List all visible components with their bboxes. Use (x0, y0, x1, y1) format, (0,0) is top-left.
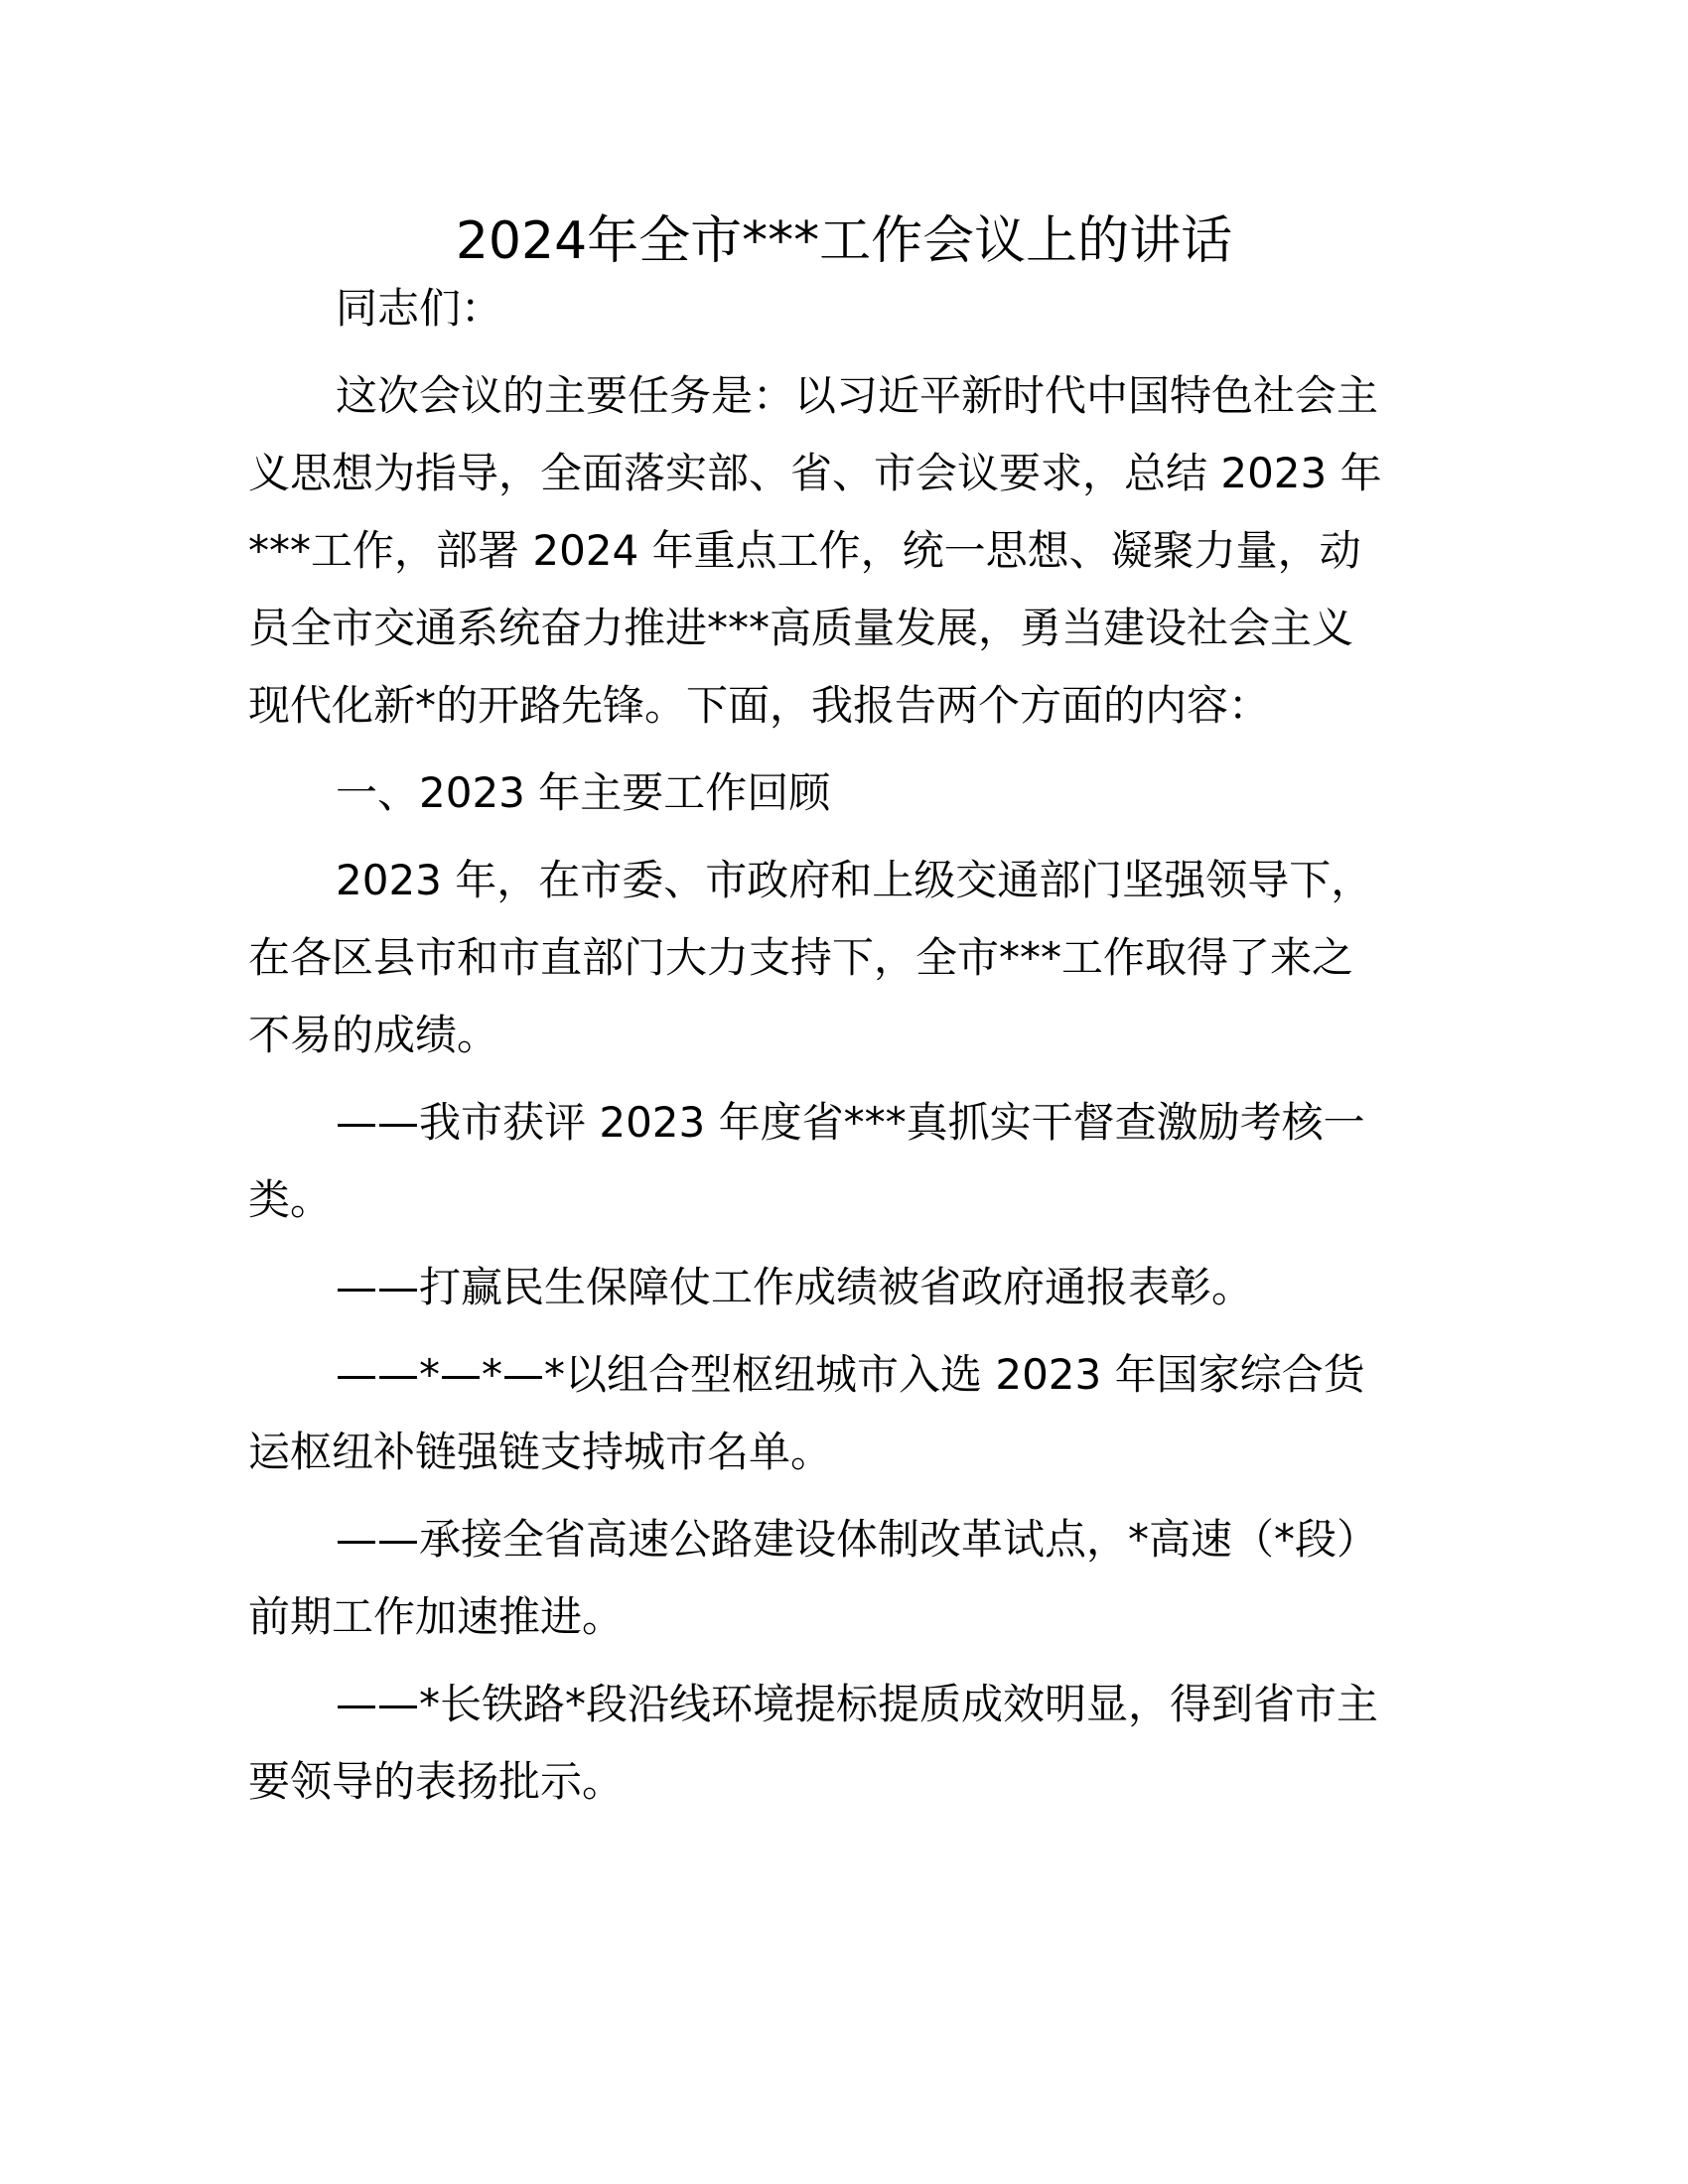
section-heading: 一、2023 年主要工作回顾 (336, 768, 831, 817)
paragraph-line: 不易的成绩。 (248, 1011, 499, 1059)
paragraph-line: 现代化新*的开路先锋。下面，我报告两个方面的内容： (248, 681, 1271, 730)
document-body (248, 270, 1440, 1831)
paragraph-intro (248, 357, 1440, 745)
salutation: 同志们： (336, 284, 503, 333)
paragraph-line: 2023 年，在市委、市政府和上级交通部门坚强领导下， (336, 856, 1373, 904)
achievement-item (248, 1666, 1440, 1821)
paragraph-line: ——*长铁路*段沿线环境提标提质成效明显，得到省市主 (336, 1680, 1379, 1728)
paragraph-line: 义思想为指导，全面落实部、省、市会议要求，总结 2023 年 (248, 449, 1382, 497)
salutation-paragraph (248, 270, 1440, 347)
paragraph-line: 员全市交通系统奋力推进***高质量发展，勇当建设社会主义 (248, 604, 1354, 652)
paragraph-line: ***工作，部署 2024 年重点工作，统一思想、凝聚力量，动 (248, 526, 1361, 575)
paragraph-line: 在各区县市和市直部门大力支持下，全市***工作取得了来之 (248, 933, 1354, 982)
achievement-item (248, 1249, 1440, 1326)
paragraph-line: 运枢纽补链强链支持城市名单。 (248, 1428, 833, 1476)
paragraph-line: 类。 (248, 1175, 333, 1224)
achievement-item (248, 1336, 1440, 1491)
achievement-item (248, 1501, 1440, 1656)
document-title: 2024年全市***工作会议上的讲话 (455, 211, 1233, 271)
paragraph-line: ——打赢民生保障仗工作成绩被省政府通报表彰。 (336, 1263, 1254, 1311)
section-heading-paragraph (248, 754, 1440, 832)
achievement-item (248, 1084, 1440, 1239)
paragraph-line: 要领导的表扬批示。 (248, 1757, 625, 1806)
paragraph-line: 这次会议的主要任务是：以习近平新时代中国特色社会主 (336, 371, 1379, 420)
paragraph-line: ——承接全省高速公路建设体制改革试点，*高速（*段） (336, 1515, 1379, 1564)
paragraph-line: 前期工作加速推进。 (248, 1592, 625, 1641)
paragraph-summary (248, 842, 1440, 1074)
paragraph-line: ——我市获评 2023 年度省***真抓实干督查激励考核一 (336, 1098, 1365, 1147)
paragraph-line: ——*—*—*以组合型枢纽城市入选 2023 年国家综合货 (336, 1350, 1365, 1399)
